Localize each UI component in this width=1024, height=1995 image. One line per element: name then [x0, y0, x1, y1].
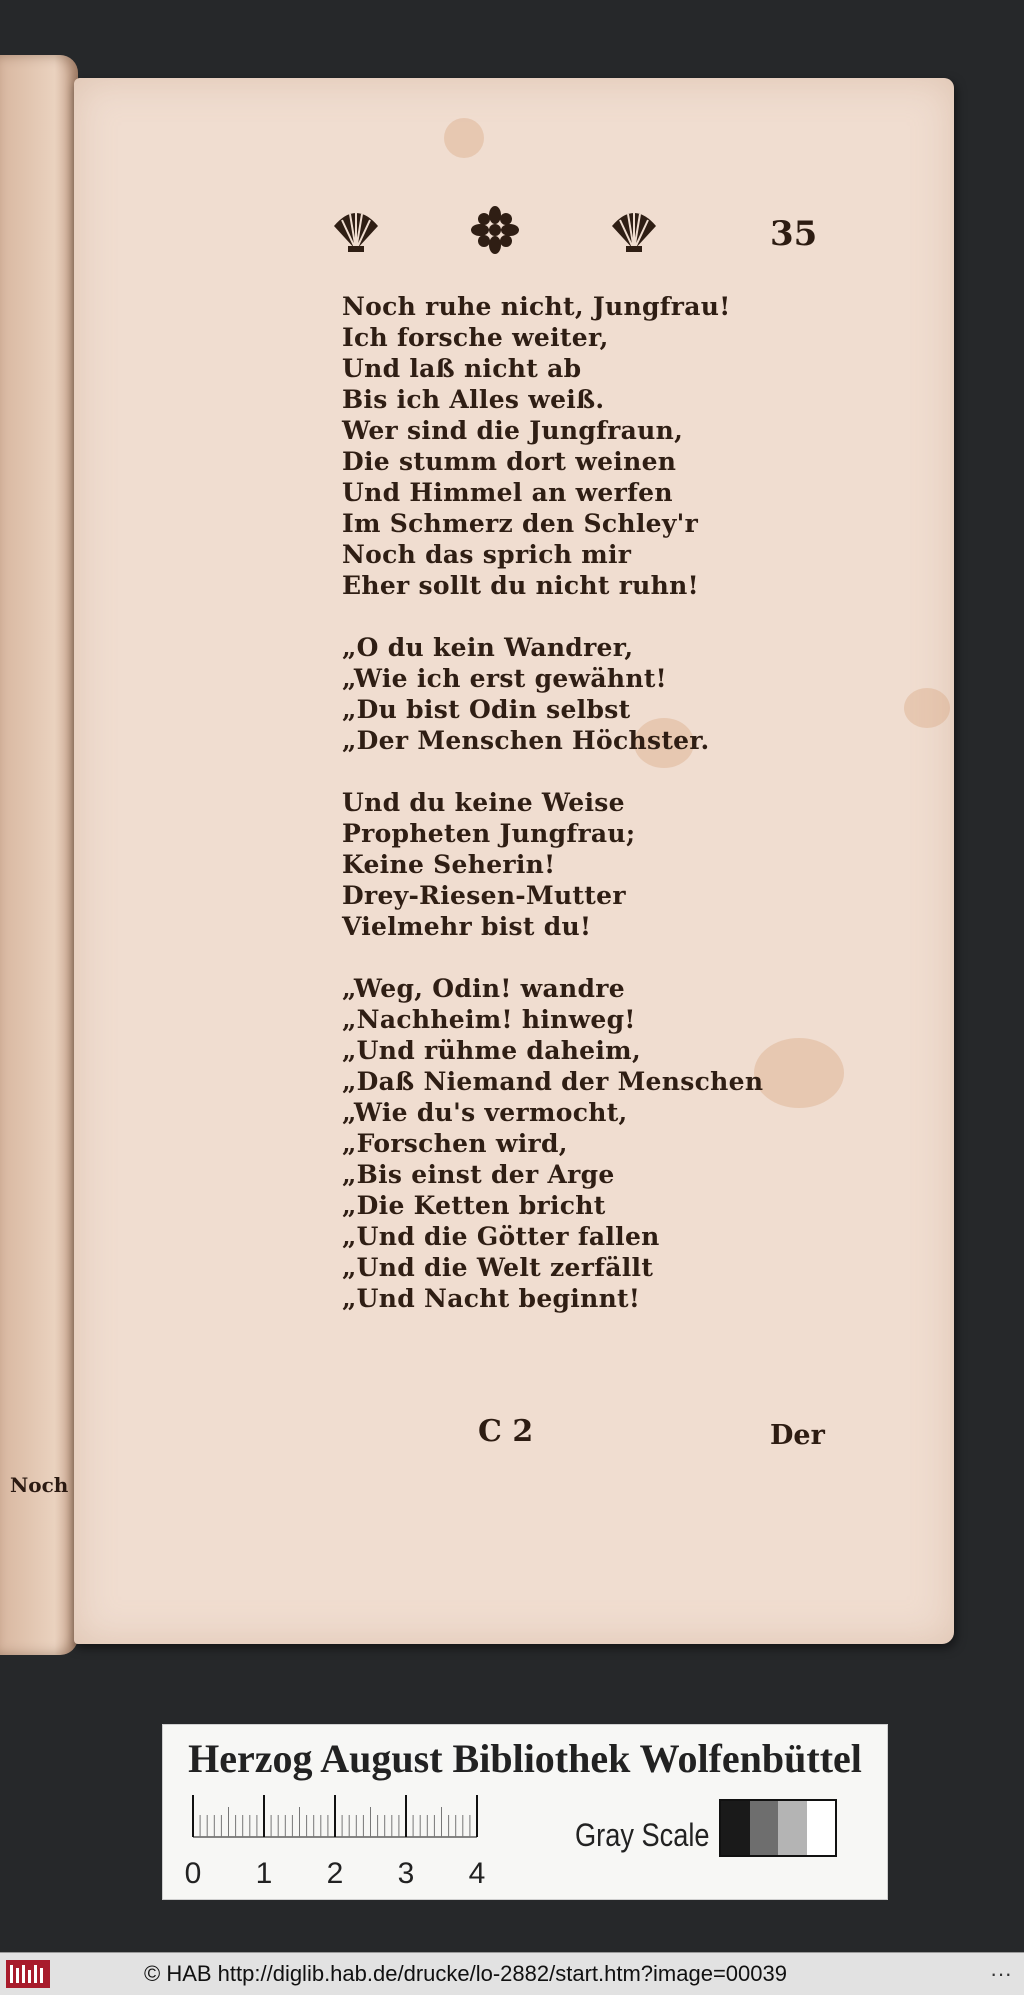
page-number: 35	[770, 214, 818, 254]
ruler-label: 1	[255, 1857, 273, 1890]
ruler-label: 4	[468, 1857, 486, 1890]
library-title: Herzog August Bibliothek Wolfenbüttel	[188, 1736, 862, 1781]
poem-line: „O du kein Wandrer,	[342, 633, 634, 662]
gray-swatch	[750, 1801, 779, 1855]
copyright-url[interactable]: © HAB http://diglib.hab.de/drucke/lo-2882/start.htm?image=00039	[144, 1961, 787, 1986]
ruler-label: 0	[184, 1857, 202, 1890]
poem-line: „Wie ich erst gewähnt!	[342, 664, 667, 693]
poem-line: Drey-Riesen-Mutter	[342, 881, 626, 910]
poem-line: Noch das sprich mir	[342, 540, 632, 569]
poem-line: „Und die Götter fallen	[342, 1222, 660, 1251]
shell-ornament-icon	[330, 206, 382, 254]
poem-line: Noch ruhe nicht, Jungfrau!	[342, 292, 731, 321]
foxing-spot	[754, 1038, 844, 1108]
poem-line: „Und Nacht beginnt!	[342, 1284, 641, 1313]
poem-line: „Und rühme daheim,	[342, 1036, 641, 1065]
poem-line: Keine Seherin!	[342, 850, 556, 879]
poem-line: Und du keine Weise	[342, 788, 625, 817]
stanza	[342, 632, 762, 756]
poem-line: „Der Menschen Höchster.	[342, 726, 710, 755]
poem-line: Wer sind die Jungfraun,	[342, 416, 684, 445]
poem-line: Die stumm dort weinen	[342, 447, 677, 476]
poem-line: Vielmehr bist du!	[342, 912, 592, 941]
gray-swatch	[721, 1801, 750, 1855]
ruler-label: 2	[326, 1857, 344, 1890]
poem-line: „Wie du's vermocht,	[342, 1098, 628, 1127]
shell-ornament-icon	[608, 206, 660, 254]
poem-line: „Daß Niemand der Menschen	[342, 1067, 764, 1096]
poem-line: Bis ich Alles weiß.	[342, 385, 605, 414]
gray-swatch	[778, 1801, 807, 1855]
gray-scale-label: Gray Scale	[575, 1817, 710, 1853]
poem-line: „Bis einst der Arge	[342, 1160, 615, 1189]
poem-line: Im Schmerz den Schley'r	[342, 509, 699, 538]
foxing-spot	[904, 688, 950, 728]
more-menu-icon[interactable]: ···	[990, 1961, 1012, 1986]
poem-line: Eher sollt du nicht ruhn!	[342, 571, 699, 600]
stanza	[342, 973, 762, 1314]
left-page-edge	[0, 55, 78, 1655]
left-page-catchword: Noch	[10, 1473, 69, 1497]
stanza	[342, 291, 762, 601]
poem-line: „Du bist Odin selbst	[342, 695, 631, 724]
gray-swatch	[807, 1801, 836, 1855]
poem-line: „Die Ketten bricht	[342, 1191, 606, 1220]
poem-line: „Und die Welt zerfällt	[342, 1253, 654, 1282]
poem-line: Ich forsche weiter,	[342, 323, 609, 352]
poem-line: Propheten Jungfrau;	[342, 819, 636, 848]
catchword: Der	[770, 1420, 825, 1451]
gray-scale-chart	[719, 1799, 837, 1857]
header-ornaments	[330, 204, 660, 256]
flower-ornament-icon	[469, 206, 521, 254]
hab-logo-icon	[6, 1960, 50, 1988]
ruler-label: 3	[397, 1857, 415, 1890]
color-calibration-card	[162, 1724, 888, 1900]
viewer-footer	[0, 1952, 1024, 1995]
stanza	[342, 787, 762, 942]
poem-line: „Forschen wird,	[342, 1129, 568, 1158]
poem-line: Und laß nicht ab	[342, 354, 582, 383]
foxing-spot	[444, 118, 484, 158]
poem-text	[342, 291, 762, 1345]
poem-line: „Weg, Odin! wandre	[342, 974, 625, 1003]
signature-mark: C 2	[478, 1414, 534, 1449]
poem-line: Und Himmel an werfen	[342, 478, 673, 507]
poem-line: „Nachheim! hinweg!	[342, 1005, 636, 1034]
